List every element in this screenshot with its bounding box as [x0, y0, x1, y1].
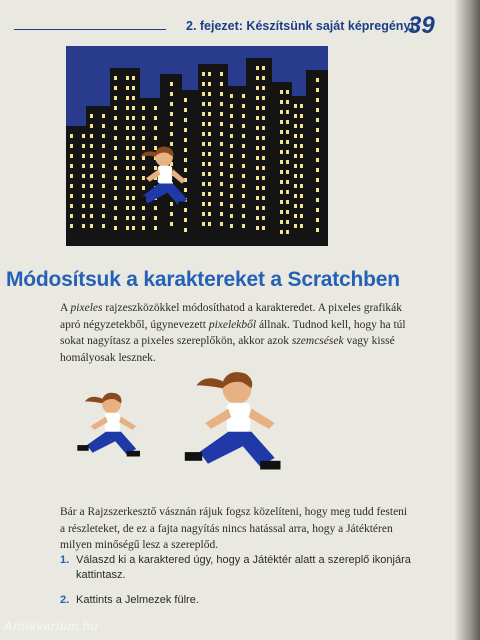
step-text: Válaszd ki a karaktered úgy, hogy a Játéktér alatt a szereplő ikonjára kattintasz. — [76, 554, 411, 581]
watermark-text: Antikvarium.hu — [4, 619, 99, 633]
page-number: 39 — [408, 12, 435, 39]
steps-list — [60, 553, 420, 618]
section-title: Módosítsuk a karaktereket a Scratchben — [6, 268, 400, 291]
running-header — [14, 12, 444, 42]
text-run: állnak. Tudnod kell, hogy ha túl sokat nagyítasz a pixeles szereplőkön, akkor azok — [60, 318, 406, 347]
step-item — [60, 593, 420, 608]
italic-term: szemcsések — [291, 335, 344, 347]
city-night-illustration — [66, 46, 328, 246]
step-text: Kattints a Jelmezek fülre. — [76, 594, 199, 606]
header-rule — [14, 29, 166, 30]
step-number: 2. — [60, 594, 70, 606]
page-edge-shadow — [454, 0, 480, 640]
step-number: 1. — [60, 554, 70, 566]
intro-paragraph — [60, 300, 410, 366]
zoom-paragraph: Bár a Rajzszerkesztő vásznán rájuk fogsz közelíteni, hogy meg tudd festeni a részleteket, de ez a fajta nagyítás nincs hatással arra, hogy a Játéktéren milyen minőségű lesz a szereplőd. — [60, 506, 408, 551]
step-item — [60, 553, 420, 583]
text-run: A — [60, 302, 71, 314]
text-run: vagy kissé homályosak lesznek. — [60, 335, 395, 364]
text-run: rajzeszközökkel módosíthatod a karakteredet. A pixeles grafikák apró négyzetekből, úgynevezett — [60, 302, 403, 331]
sprite-comparison-illustration — [60, 362, 420, 482]
small-girl-figure — [77, 393, 140, 457]
italic-term: pixeles — [70, 302, 103, 314]
italic-term: pixelekből — [208, 318, 257, 331]
large-girl-figure — [185, 372, 281, 469]
chapter-title: 2. fejezet: Készítsünk saját képregényt — [186, 19, 415, 33]
